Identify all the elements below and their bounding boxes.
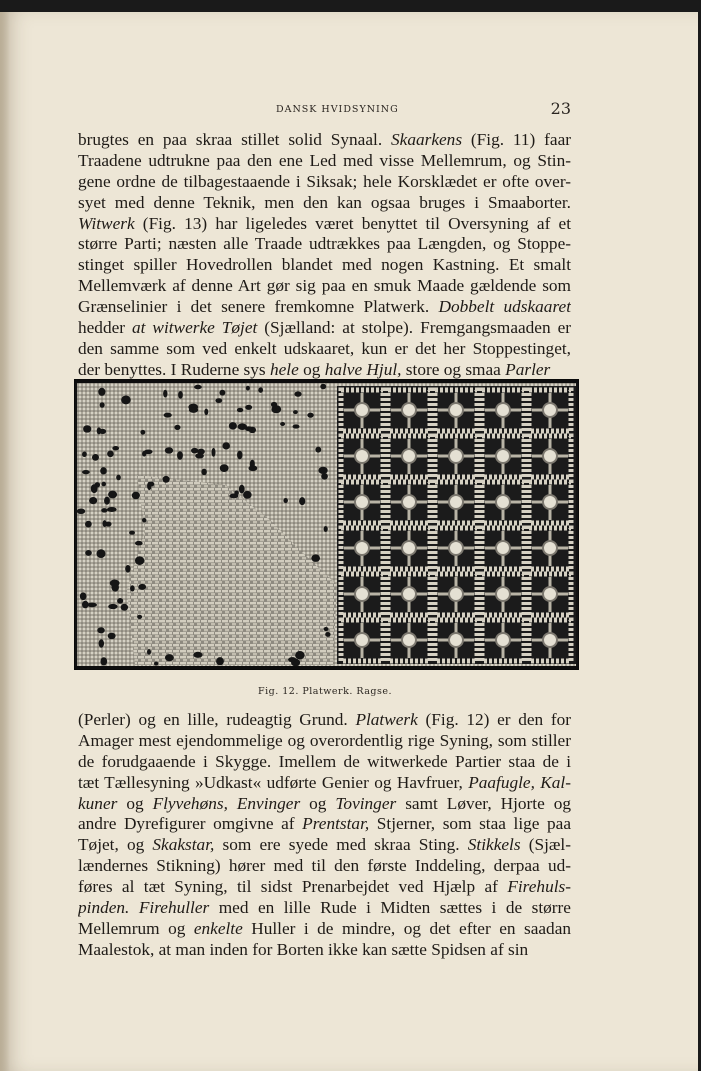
text-run: gene ordne de tilbagestaaende i Siksak; hele Korsklædet er ofte over- bbox=[78, 171, 571, 191]
text-line bbox=[78, 360, 571, 381]
text-line bbox=[78, 318, 571, 339]
text-run: større Parti; næsten alle Traade udtrækkes paa Længden, og Stoppe- bbox=[78, 234, 571, 254]
italic-term: Firehuls- bbox=[507, 877, 571, 897]
figure-caption: Fig. 12. Platwerk. Ragse. bbox=[257, 686, 392, 697]
italic-term: Platwerk bbox=[355, 710, 418, 729]
text-run: og bbox=[298, 359, 325, 379]
paragraph-top bbox=[78, 130, 571, 381]
text-run: (Sjælland: at stolpe). Fremgangsmaaden er bbox=[257, 318, 571, 338]
text-run: Mellemværk af denne Art gør sig paa en smuk Maade gældende som bbox=[78, 276, 571, 296]
text-run: (Fig. 11) faar bbox=[462, 130, 571, 149]
text-line bbox=[78, 856, 571, 877]
text-run: Amager mest ejendommelige og overordentlig rige Syning, som stiller bbox=[78, 730, 571, 750]
text-run: føres al tæt Syning, til sidst Prenarbejdet ved Hjælp af bbox=[78, 877, 508, 897]
text-line bbox=[78, 193, 571, 214]
text-line bbox=[78, 877, 571, 898]
text-run: hedder bbox=[78, 318, 132, 338]
page-number: 23 bbox=[550, 99, 571, 118]
text-run: andre Dyrefigurer omgivne af bbox=[78, 814, 303, 834]
text-line bbox=[78, 940, 571, 961]
text-run: (Fig. 13) har ligeledes været benyttet til Oversyning af et bbox=[134, 213, 571, 233]
italic-term: hele bbox=[269, 359, 299, 379]
text-run: med en lille Rude i Midten sættes i de større bbox=[209, 898, 571, 918]
italic-term: at witwerke Tøjet bbox=[132, 318, 258, 338]
italic-term: Parler bbox=[505, 359, 551, 379]
text-run: (Perler) og en lille, rudeagtig Grund. bbox=[78, 710, 356, 729]
text-run: brugtes en paa skraa stillet solid Synaal. bbox=[78, 130, 392, 149]
text-line bbox=[78, 835, 571, 856]
text-run: Mellemrum og bbox=[78, 918, 194, 938]
text-line bbox=[78, 255, 571, 276]
text-line bbox=[78, 172, 571, 193]
text-run: samt Løver, Hjorte og bbox=[396, 793, 571, 813]
text-run: syet med denne Teknik, men den kan ogsaa bruges i Smaaborter. bbox=[78, 192, 571, 212]
text-line bbox=[78, 731, 571, 752]
text-line bbox=[78, 898, 571, 919]
text-line bbox=[78, 752, 571, 773]
italic-term: halve Hjul, bbox=[324, 359, 402, 379]
text-run: Traadene udtrukne paa den ene Led med visse Mellemrum, og Stin- bbox=[78, 150, 571, 170]
text-line bbox=[78, 214, 571, 235]
text-line bbox=[78, 773, 571, 794]
italic-term: Skakstar, bbox=[152, 835, 215, 855]
running-head: DANSK HVIDSYNING bbox=[276, 104, 399, 115]
text-line bbox=[78, 339, 571, 360]
text-run: lændernes Stikning) hører med til den første Inddeling, derpaa ud- bbox=[78, 856, 571, 876]
text-run: stinget spiller Hovedrollen blandet med nogen Kastning. Et smalt bbox=[78, 255, 571, 275]
text-run: de forudgaaende i Skygge. Imellem de witwerkede Partier staa de i bbox=[78, 751, 571, 771]
italic-term: Stikkels bbox=[467, 835, 521, 855]
text-line bbox=[78, 276, 571, 297]
text-run: tæt Tællesyning »Udkast« udførte Genier og Havfruer, bbox=[78, 772, 469, 792]
text-line bbox=[78, 151, 571, 172]
italic-term: Flyvehøns, Envinger bbox=[152, 793, 301, 813]
text-run: Tøjet, og bbox=[78, 835, 153, 855]
text-line bbox=[78, 297, 571, 318]
text-run: som ere syede med skraa Sting. bbox=[214, 835, 468, 855]
text-run: (Sjæl- bbox=[520, 835, 571, 855]
text-line bbox=[78, 130, 571, 151]
italic-term: Witwerk bbox=[78, 213, 135, 233]
text-run: store og smaa bbox=[401, 359, 506, 379]
text-line bbox=[78, 794, 571, 815]
text-run: Maalestok, at man inden for Borten ikke kan sætte Spidsen af sin bbox=[78, 939, 529, 959]
italic-term: kuner bbox=[78, 793, 118, 813]
italic-term: Paafugle, Kal- bbox=[468, 772, 571, 792]
page-gutter-shadow bbox=[0, 12, 10, 1071]
text-run: (Fig. 12) er den for bbox=[417, 710, 571, 729]
text-run: og bbox=[117, 793, 153, 813]
italic-term: Prentstar, bbox=[302, 814, 370, 834]
italic-term: Skaarkens bbox=[391, 130, 463, 149]
text-run: der benyttes. I Ruderne sys bbox=[78, 359, 270, 379]
italic-term: Dobbelt udskaaret bbox=[438, 297, 571, 317]
text-run: Stjerner, som staa lige paa bbox=[369, 814, 571, 834]
italic-term: pinden. Firehuller bbox=[78, 898, 210, 918]
italic-term: Tovinger bbox=[335, 793, 397, 813]
text-run: Huller i de mindre, og det efter en saadan bbox=[242, 918, 571, 938]
text-line bbox=[78, 234, 571, 255]
paragraph-bottom bbox=[78, 710, 571, 961]
lace-embroidery-image bbox=[75, 380, 578, 669]
text-line bbox=[78, 814, 571, 835]
italic-term: enkelte bbox=[193, 918, 243, 938]
figure-lace-photo bbox=[74, 379, 579, 670]
text-run: og bbox=[300, 793, 336, 813]
text-line bbox=[78, 919, 571, 940]
text-run: den samme som ved enkelt udskaaret, kun er det her Stoppestinget, bbox=[78, 338, 571, 358]
text-line bbox=[78, 710, 571, 731]
text-run: Grænselinier i det senere fremkomne Platwerk. bbox=[78, 297, 439, 317]
